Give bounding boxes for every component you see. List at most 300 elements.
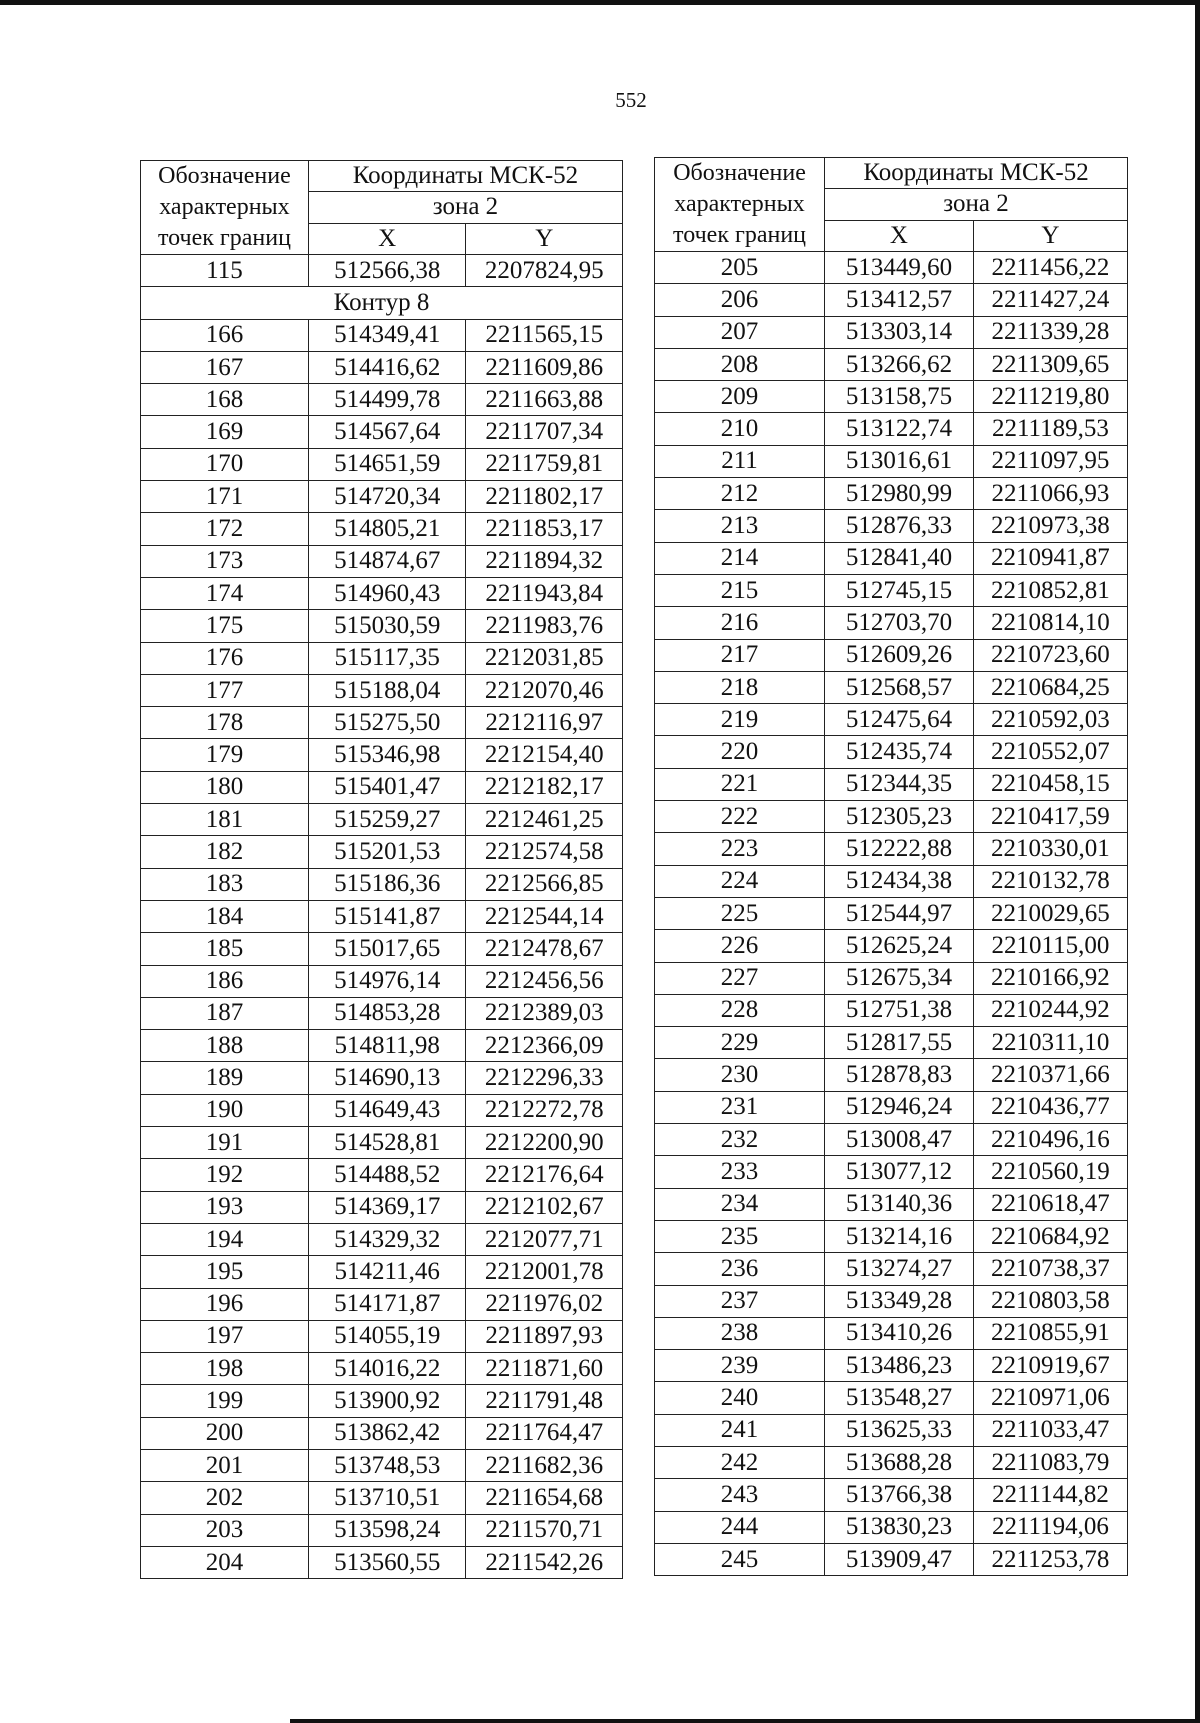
point-number-cell: 229 — [655, 1027, 825, 1059]
x-coordinate-cell: 513900,92 — [308, 1385, 466, 1417]
y-coordinate-cell: 2211565,15 — [466, 319, 623, 351]
x-coordinate-cell: 514720,34 — [308, 481, 466, 513]
point-number-cell: 206 — [655, 284, 825, 316]
y-coordinate-cell: 2210973,38 — [973, 510, 1127, 542]
point-number-cell: 238 — [655, 1317, 825, 1349]
point-number-cell: 231 — [655, 1091, 825, 1123]
table-row — [141, 448, 623, 480]
x-coordinate-cell: 513560,55 — [308, 1546, 466, 1578]
scan-border-top — [0, 0, 1200, 5]
table-row — [655, 413, 1128, 445]
table-row — [655, 865, 1128, 897]
table-row — [655, 607, 1128, 639]
x-coordinate-cell: 512344,35 — [825, 768, 974, 800]
y-coordinate-cell: 2212574,58 — [466, 836, 623, 868]
point-number-cell: 173 — [141, 545, 309, 577]
x-coordinate-cell: 514349,41 — [308, 319, 466, 351]
table-row — [141, 1030, 623, 1062]
y-coordinate-cell: 2210592,03 — [973, 704, 1127, 736]
point-number-cell: 191 — [141, 1127, 309, 1159]
point-number-cell: 201 — [141, 1449, 309, 1481]
y-coordinate-cell: 2212366,09 — [466, 1030, 623, 1062]
coordinates-table-right — [654, 157, 1128, 1576]
point-number-cell: 204 — [141, 1546, 309, 1578]
y-coordinate-cell: 2211853,17 — [466, 513, 623, 545]
y-coordinate-cell: 2210919,67 — [973, 1350, 1127, 1382]
y-coordinate-cell: 2212176,64 — [466, 1159, 623, 1191]
y-coordinate-cell: 2211253,78 — [973, 1543, 1127, 1575]
x-coordinate-cell: 514960,43 — [308, 577, 466, 609]
x-coordinate-cell: 512435,74 — [825, 736, 974, 768]
point-number-cell: 235 — [655, 1220, 825, 1252]
x-column-header: X — [308, 223, 466, 254]
point-number-cell: 196 — [141, 1288, 309, 1320]
x-coordinate-cell: 514499,78 — [308, 384, 466, 416]
table-row — [655, 574, 1128, 606]
x-coordinate-cell: 513625,33 — [825, 1414, 974, 1446]
table-row — [655, 1091, 1128, 1123]
x-coordinate-cell: 515401,47 — [308, 771, 466, 803]
x-coordinate-cell: 513486,23 — [825, 1350, 974, 1382]
point-number-cell: 199 — [141, 1385, 309, 1417]
point-number-cell: 232 — [655, 1124, 825, 1156]
x-coordinate-cell: 513766,38 — [825, 1479, 974, 1511]
x-coordinate-cell: 512305,23 — [825, 801, 974, 833]
table-row — [141, 1385, 623, 1417]
point-number-cell: 218 — [655, 671, 825, 703]
x-coordinate-cell: 513748,53 — [308, 1449, 466, 1481]
table-row — [141, 577, 623, 609]
point-number-cell: 211 — [655, 445, 825, 477]
point-number-cell: 244 — [655, 1511, 825, 1543]
table-row — [141, 351, 623, 383]
x-coordinate-cell: 512566,38 — [308, 255, 466, 287]
y-coordinate-cell: 2210814,10 — [973, 607, 1127, 639]
table-row — [655, 1253, 1128, 1285]
point-number-cell: 167 — [141, 351, 309, 383]
table-row — [141, 1417, 623, 1449]
y-coordinate-cell: 2210560,19 — [973, 1156, 1127, 1188]
point-number-cell: 180 — [141, 771, 309, 803]
y-coordinate-cell: 2210855,91 — [973, 1317, 1127, 1349]
table-row — [141, 1353, 623, 1385]
table-row — [141, 1320, 623, 1352]
point-number-cell: 216 — [655, 607, 825, 639]
table-row — [655, 1479, 1128, 1511]
point-number-cell: 220 — [655, 736, 825, 768]
y-coordinate-cell: 2211144,82 — [973, 1479, 1127, 1511]
x-coordinate-cell: 514811,98 — [308, 1030, 466, 1062]
x-coordinate-cell: 512475,64 — [825, 704, 974, 736]
x-coordinate-cell: 515201,53 — [308, 836, 466, 868]
point-number-cell: 194 — [141, 1223, 309, 1255]
table-row — [655, 478, 1128, 510]
table-row — [141, 1062, 623, 1094]
y-coordinate-cell: 2210436,77 — [973, 1091, 1127, 1123]
y-coordinate-cell: 2211802,17 — [466, 481, 623, 513]
point-number-cell: 205 — [655, 252, 825, 284]
point-number-cell: 230 — [655, 1059, 825, 1091]
table-row — [655, 801, 1128, 833]
table-row — [141, 771, 623, 803]
point-number-cell: 215 — [655, 574, 825, 606]
point-number-cell: 237 — [655, 1285, 825, 1317]
point-number-cell: 181 — [141, 804, 309, 836]
x-coordinate-cell: 513349,28 — [825, 1285, 974, 1317]
table-row — [141, 384, 623, 416]
y-coordinate-cell: 2211983,76 — [466, 610, 623, 642]
coordinates-header: Координаты МСК-52 — [308, 161, 622, 192]
point-number-cell: 209 — [655, 381, 825, 413]
point-number-cell: 223 — [655, 833, 825, 865]
point-number-cell: 226 — [655, 930, 825, 962]
x-coordinate-cell: 513909,47 — [825, 1543, 974, 1575]
table-row — [655, 1350, 1128, 1382]
designation-header: Обозначение характерных точек границ — [655, 158, 825, 252]
y-coordinate-cell: 2211189,53 — [973, 413, 1127, 445]
table-row — [655, 1511, 1128, 1543]
point-number-cell: 208 — [655, 348, 825, 380]
x-coordinate-cell: 513710,51 — [308, 1482, 466, 1514]
point-number-cell: 190 — [141, 1094, 309, 1126]
table-row — [141, 642, 623, 674]
table-row — [141, 1449, 623, 1481]
x-coordinate-cell: 514649,43 — [308, 1094, 466, 1126]
x-coordinate-cell: 513214,16 — [825, 1220, 974, 1252]
x-column-header: X — [825, 220, 974, 251]
point-number-cell: 222 — [655, 801, 825, 833]
x-coordinate-cell: 512817,55 — [825, 1027, 974, 1059]
point-number-cell: 200 — [141, 1417, 309, 1449]
x-coordinate-cell: 512878,83 — [825, 1059, 974, 1091]
point-number-cell: 212 — [655, 478, 825, 510]
point-number-cell: 197 — [141, 1320, 309, 1352]
x-coordinate-cell: 512609,26 — [825, 639, 974, 671]
y-coordinate-cell: 2210330,01 — [973, 833, 1127, 865]
x-coordinate-cell: 513548,27 — [825, 1382, 974, 1414]
point-number-cell: 176 — [141, 642, 309, 674]
point-number-cell: 192 — [141, 1159, 309, 1191]
point-number-cell: 179 — [141, 739, 309, 771]
y-coordinate-cell: 2212200,90 — [466, 1127, 623, 1159]
table-row — [655, 1414, 1128, 1446]
y-coordinate-cell: 2211764,47 — [466, 1417, 623, 1449]
x-coordinate-cell: 514171,87 — [308, 1288, 466, 1320]
x-coordinate-cell: 512568,57 — [825, 671, 974, 703]
table-row — [141, 804, 623, 836]
y-coordinate-cell: 2211976,02 — [466, 1288, 623, 1320]
table-row — [655, 252, 1128, 284]
point-number-cell: 183 — [141, 868, 309, 900]
x-coordinate-cell: 513008,47 — [825, 1124, 974, 1156]
point-number-cell: 236 — [655, 1253, 825, 1285]
coordinates-table-left — [140, 160, 623, 1579]
y-coordinate-cell: 2207824,95 — [466, 255, 623, 287]
table-row — [655, 1059, 1128, 1091]
point-number-cell: 245 — [655, 1543, 825, 1575]
x-coordinate-cell: 513410,26 — [825, 1317, 974, 1349]
point-number-cell: 213 — [655, 510, 825, 542]
point-number-cell: 182 — [141, 836, 309, 868]
point-number-cell: 172 — [141, 513, 309, 545]
y-coordinate-cell: 2210852,81 — [973, 574, 1127, 606]
table-row — [141, 255, 623, 287]
y-coordinate-cell: 2211897,93 — [466, 1320, 623, 1352]
table-row — [655, 704, 1128, 736]
y-coordinate-cell: 2211033,47 — [973, 1414, 1127, 1446]
x-coordinate-cell: 512946,24 — [825, 1091, 974, 1123]
x-coordinate-cell: 514329,32 — [308, 1223, 466, 1255]
table-row — [141, 739, 623, 771]
y-coordinate-cell: 2212154,40 — [466, 739, 623, 771]
x-coordinate-cell: 512703,70 — [825, 607, 974, 639]
point-number-cell: 228 — [655, 994, 825, 1026]
y-coordinate-cell: 2210618,47 — [973, 1188, 1127, 1220]
x-coordinate-cell: 512751,38 — [825, 994, 974, 1026]
point-number-cell: 177 — [141, 674, 309, 706]
point-number-cell: 239 — [655, 1350, 825, 1382]
point-number-cell: 170 — [141, 448, 309, 480]
x-coordinate-cell: 513830,23 — [825, 1511, 974, 1543]
point-number-cell: 240 — [655, 1382, 825, 1414]
x-coordinate-cell: 513274,27 — [825, 1253, 974, 1285]
y-coordinate-cell: 2212077,71 — [466, 1223, 623, 1255]
y-coordinate-cell: 2211759,81 — [466, 448, 623, 480]
y-coordinate-cell: 2211943,84 — [466, 577, 623, 609]
y-coordinate-cell: 2212544,14 — [466, 900, 623, 932]
table-row — [141, 610, 623, 642]
table-row — [655, 1543, 1128, 1575]
table-row — [141, 674, 623, 706]
table-row — [141, 997, 623, 1029]
point-number-cell: 224 — [655, 865, 825, 897]
y-coordinate-cell: 2211542,26 — [466, 1546, 623, 1578]
y-coordinate-cell: 2211791,48 — [466, 1385, 623, 1417]
table-row — [141, 836, 623, 868]
y-coordinate-cell: 2210115,00 — [973, 930, 1127, 962]
y-coordinate-cell: 2211083,79 — [973, 1446, 1127, 1478]
x-coordinate-cell: 514690,13 — [308, 1062, 466, 1094]
table-row — [141, 319, 623, 351]
x-coordinate-cell: 514567,64 — [308, 416, 466, 448]
y-coordinate-cell: 2211682,36 — [466, 1449, 623, 1481]
table-row — [655, 930, 1128, 962]
table-row — [655, 833, 1128, 865]
table-row — [141, 1094, 623, 1126]
y-coordinate-cell: 2212456,56 — [466, 965, 623, 997]
x-coordinate-cell: 514853,28 — [308, 997, 466, 1029]
point-number-cell: 210 — [655, 413, 825, 445]
table-row — [655, 736, 1128, 768]
y-coordinate-cell: 2210684,25 — [973, 671, 1127, 703]
contour-label: Контур 8 — [141, 287, 623, 319]
y-coordinate-cell: 2211066,93 — [973, 478, 1127, 510]
y-coordinate-cell: 2210552,07 — [973, 736, 1127, 768]
y-coordinate-cell: 2211194,06 — [973, 1511, 1127, 1543]
table-row — [141, 933, 623, 965]
table-row — [141, 416, 623, 448]
point-number-cell: 219 — [655, 704, 825, 736]
table-row — [141, 513, 623, 545]
point-number-cell: 169 — [141, 416, 309, 448]
table-row — [655, 639, 1128, 671]
table-row — [655, 1124, 1128, 1156]
x-coordinate-cell: 514016,22 — [308, 1353, 466, 1385]
point-number-cell: 187 — [141, 997, 309, 1029]
point-number-cell: 198 — [141, 1353, 309, 1385]
x-coordinate-cell: 512222,88 — [825, 833, 974, 865]
x-coordinate-cell: 512544,97 — [825, 897, 974, 929]
point-number-cell: 214 — [655, 542, 825, 574]
y-coordinate-cell: 2211663,88 — [466, 384, 623, 416]
y-coordinate-cell: 2210738,37 — [973, 1253, 1127, 1285]
y-coordinate-cell: 2211456,22 — [973, 252, 1127, 284]
point-number-cell: 207 — [655, 316, 825, 348]
y-coordinate-cell: 2210803,58 — [973, 1285, 1127, 1317]
y-coordinate-cell: 2211219,80 — [973, 381, 1127, 413]
table-row — [141, 868, 623, 900]
table-row — [141, 481, 623, 513]
y-coordinate-cell: 2210971,06 — [973, 1382, 1127, 1414]
y-coordinate-cell: 2212182,17 — [466, 771, 623, 803]
y-column-header: Y — [973, 220, 1127, 251]
zone-header: зона 2 — [308, 192, 622, 223]
y-coordinate-cell: 2212389,03 — [466, 997, 623, 1029]
point-number-cell: 195 — [141, 1256, 309, 1288]
point-number-cell: 184 — [141, 900, 309, 932]
x-coordinate-cell: 512675,34 — [825, 962, 974, 994]
x-coordinate-cell: 514055,19 — [308, 1320, 466, 1352]
point-number-cell: 186 — [141, 965, 309, 997]
x-coordinate-cell: 513122,74 — [825, 413, 974, 445]
x-coordinate-cell: 515017,65 — [308, 933, 466, 965]
x-coordinate-cell: 515275,50 — [308, 707, 466, 739]
y-coordinate-cell: 2211427,24 — [973, 284, 1127, 316]
x-coordinate-cell: 515186,36 — [308, 868, 466, 900]
table-row — [655, 348, 1128, 380]
table-row — [141, 1159, 623, 1191]
table-row — [655, 284, 1128, 316]
point-number-cell: 217 — [655, 639, 825, 671]
x-coordinate-cell: 513303,14 — [825, 316, 974, 348]
x-coordinate-cell: 514805,21 — [308, 513, 466, 545]
x-coordinate-cell: 512745,15 — [825, 574, 974, 606]
table-row — [141, 545, 623, 577]
y-coordinate-cell: 2212461,25 — [466, 804, 623, 836]
y-coordinate-cell: 2210166,92 — [973, 962, 1127, 994]
x-coordinate-cell: 513688,28 — [825, 1446, 974, 1478]
point-number-cell: 174 — [141, 577, 309, 609]
point-number-cell: 115 — [141, 255, 309, 287]
x-coordinate-cell: 513077,12 — [825, 1156, 974, 1188]
y-coordinate-cell: 2210244,92 — [973, 994, 1127, 1026]
y-coordinate-cell: 2212272,78 — [466, 1094, 623, 1126]
page-number: 552 — [615, 88, 647, 112]
y-coordinate-cell: 2211894,32 — [466, 545, 623, 577]
y-coordinate-cell: 2211654,68 — [466, 1482, 623, 1514]
x-coordinate-cell: 514528,81 — [308, 1127, 466, 1159]
point-number-cell: 243 — [655, 1479, 825, 1511]
y-coordinate-cell: 2211309,65 — [973, 348, 1127, 380]
x-coordinate-cell: 513862,42 — [308, 1417, 466, 1449]
x-coordinate-cell: 512841,40 — [825, 542, 974, 574]
table-row — [141, 1127, 623, 1159]
point-number-cell: 203 — [141, 1514, 309, 1546]
y-coordinate-cell: 2211339,28 — [973, 316, 1127, 348]
y-coordinate-cell: 2212001,78 — [466, 1256, 623, 1288]
point-number-cell: 227 — [655, 962, 825, 994]
x-coordinate-cell: 514416,62 — [308, 351, 466, 383]
y-coordinate-cell: 2212116,97 — [466, 707, 623, 739]
point-number-cell: 185 — [141, 933, 309, 965]
table-row — [655, 1220, 1128, 1252]
x-coordinate-cell: 513140,36 — [825, 1188, 974, 1220]
x-coordinate-cell: 515188,04 — [308, 674, 466, 706]
point-number-cell: 202 — [141, 1482, 309, 1514]
y-coordinate-cell: 2212296,33 — [466, 1062, 623, 1094]
y-coordinate-cell: 2212031,85 — [466, 642, 623, 674]
x-coordinate-cell: 513449,60 — [825, 252, 974, 284]
x-coordinate-cell: 513598,24 — [308, 1514, 466, 1546]
table-row — [141, 1288, 623, 1320]
y-coordinate-cell: 2210723,60 — [973, 639, 1127, 671]
y-coordinate-cell: 2210132,78 — [973, 865, 1127, 897]
point-number-cell: 193 — [141, 1191, 309, 1223]
point-number-cell: 225 — [655, 897, 825, 929]
table-row — [655, 1446, 1128, 1478]
table-row — [655, 445, 1128, 477]
zone-header: зона 2 — [825, 189, 1128, 220]
table-row — [141, 1191, 623, 1223]
y-coordinate-cell: 2212070,46 — [466, 674, 623, 706]
table-row — [655, 381, 1128, 413]
point-number-cell: 188 — [141, 1030, 309, 1062]
table-row — [655, 316, 1128, 348]
x-coordinate-cell: 514651,59 — [308, 448, 466, 480]
designation-header: Обозначение характерных точек границ — [141, 161, 309, 255]
table-row — [655, 1156, 1128, 1188]
point-number-cell: 234 — [655, 1188, 825, 1220]
scan-border-right — [1195, 0, 1200, 1723]
table-row — [655, 1027, 1128, 1059]
x-coordinate-cell: 513016,61 — [825, 445, 974, 477]
x-coordinate-cell: 515117,35 — [308, 642, 466, 674]
x-coordinate-cell: 514976,14 — [308, 965, 466, 997]
point-number-cell: 221 — [655, 768, 825, 800]
x-coordinate-cell: 513412,57 — [825, 284, 974, 316]
table-row — [141, 1546, 623, 1578]
point-number-cell: 166 — [141, 319, 309, 351]
point-number-cell: 189 — [141, 1062, 309, 1094]
point-number-cell: 178 — [141, 707, 309, 739]
point-number-cell: 175 — [141, 610, 309, 642]
y-coordinate-cell: 2212478,67 — [466, 933, 623, 965]
y-column-header: Y — [466, 223, 623, 254]
table-row — [655, 897, 1128, 929]
y-coordinate-cell: 2211097,95 — [973, 445, 1127, 477]
table-row — [655, 510, 1128, 542]
x-coordinate-cell: 512434,38 — [825, 865, 974, 897]
x-coordinate-cell: 512625,24 — [825, 930, 974, 962]
y-coordinate-cell: 2211570,71 — [466, 1514, 623, 1546]
x-coordinate-cell: 514488,52 — [308, 1159, 466, 1191]
table-row — [655, 768, 1128, 800]
y-coordinate-cell: 2212102,67 — [466, 1191, 623, 1223]
contour-row — [141, 287, 623, 319]
point-number-cell: 171 — [141, 481, 309, 513]
point-number-cell: 241 — [655, 1414, 825, 1446]
x-coordinate-cell: 514369,17 — [308, 1191, 466, 1223]
